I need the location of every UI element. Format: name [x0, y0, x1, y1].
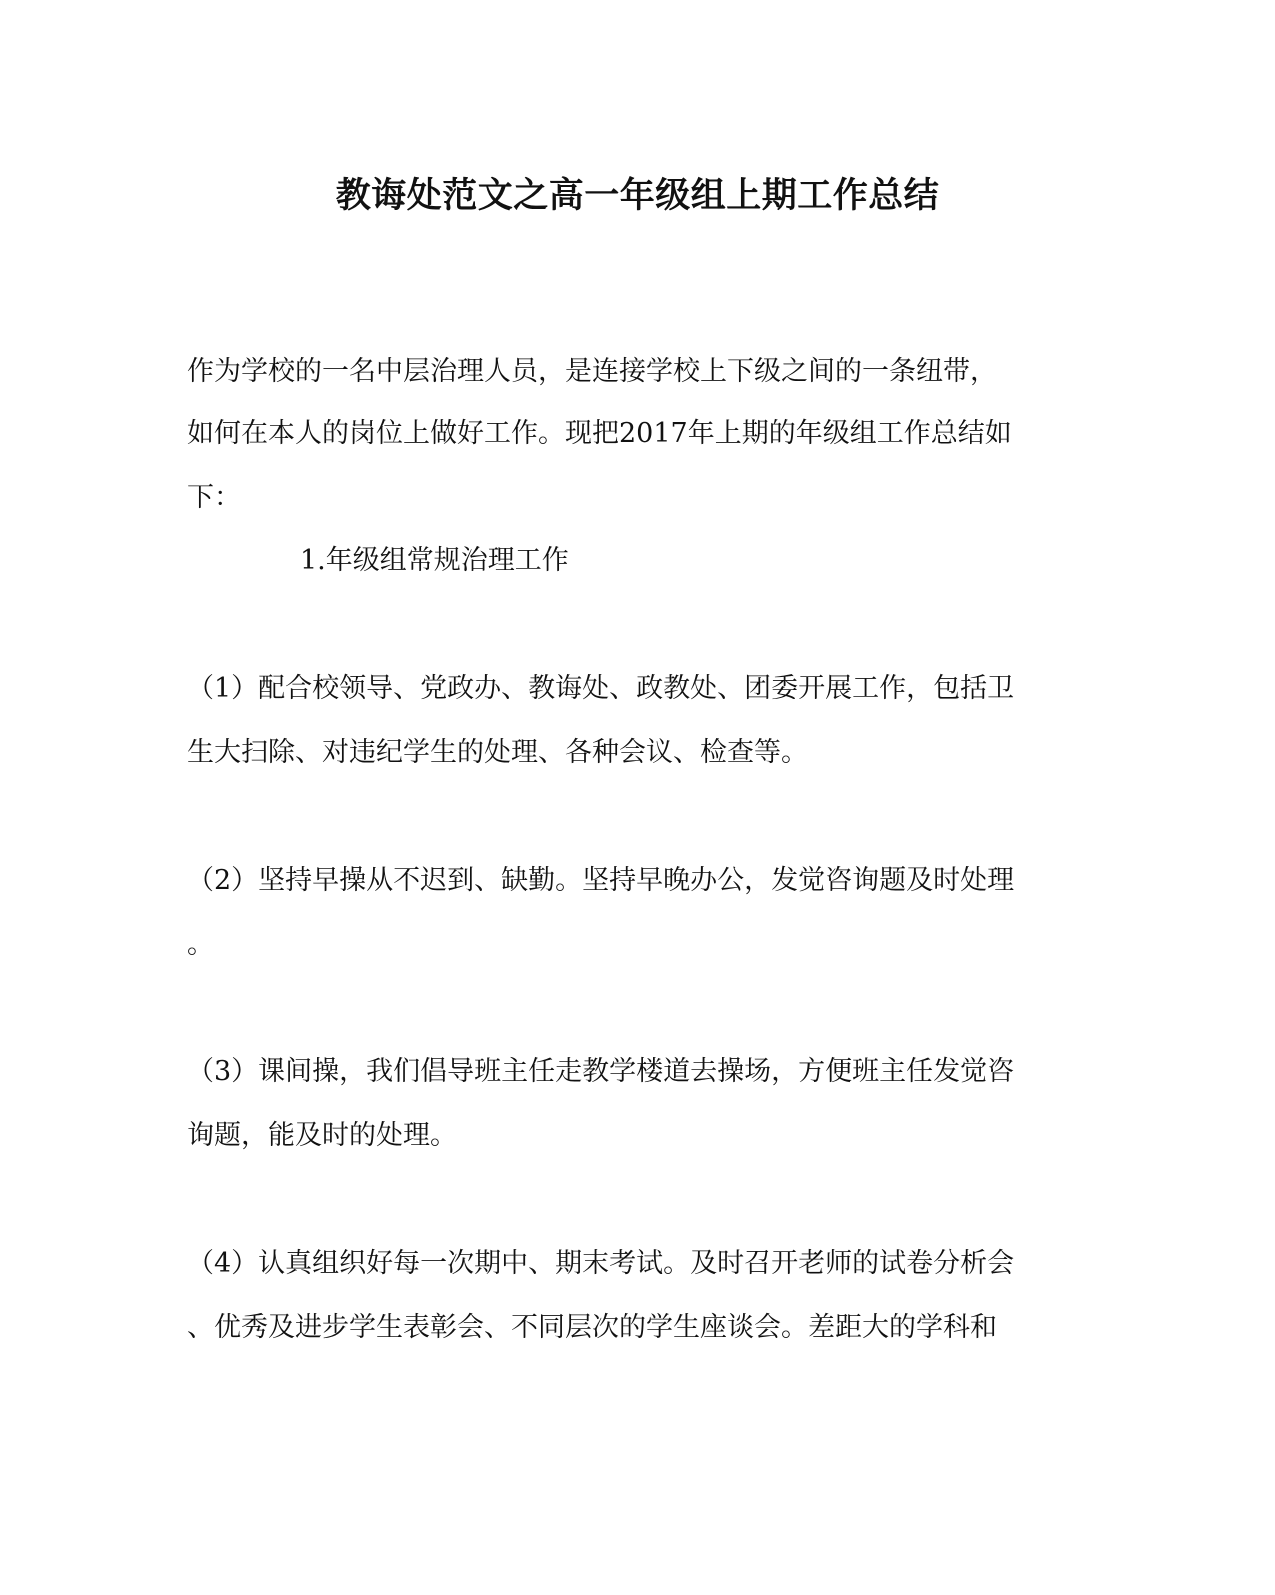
item-4-line-1: （4）认真组织好每一次期中、期末考试。及时召开老师的试卷分析会	[187, 1248, 1015, 1279]
item-2-line-2: 。	[187, 929, 214, 960]
body-line-1: 作为学校的一名中层治理人员，是连接学校上下级之间的一条纽带，	[187, 356, 997, 387]
item-1-line-1: （1）配合校领导、党政办、教诲处、政教处、团委开展工作，包括卫	[187, 673, 1015, 704]
item-1-line-2: 生大扫除、对违纪学生的处理、各种会议、检查等。	[187, 737, 808, 768]
item-4-line-2: 、优秀及进步学生表彰会、不同层次的学生座谈会。差距大的学科和	[187, 1312, 997, 1343]
item-2-line-1: （2）坚持早操从不迟到、缺勤。坚持早晚办公，发觉咨询题及时处理	[187, 865, 1015, 896]
body-line-3: 下：	[187, 482, 241, 513]
body-line-2: 如何在本人的岗位上做好工作。现把2017年上期的年级组工作总结如	[187, 418, 1012, 449]
section-heading: 1.年级组常规治理工作	[300, 545, 569, 576]
document-title: 教诲处范文之高一年级组上期工作总结	[335, 175, 940, 216]
item-3-line-1: （3）课间操，我们倡导班主任走教学楼道去操场，方便班主任发觉咨	[187, 1056, 1015, 1087]
item-3-line-2: 询题，能及时的处理。	[187, 1120, 457, 1151]
